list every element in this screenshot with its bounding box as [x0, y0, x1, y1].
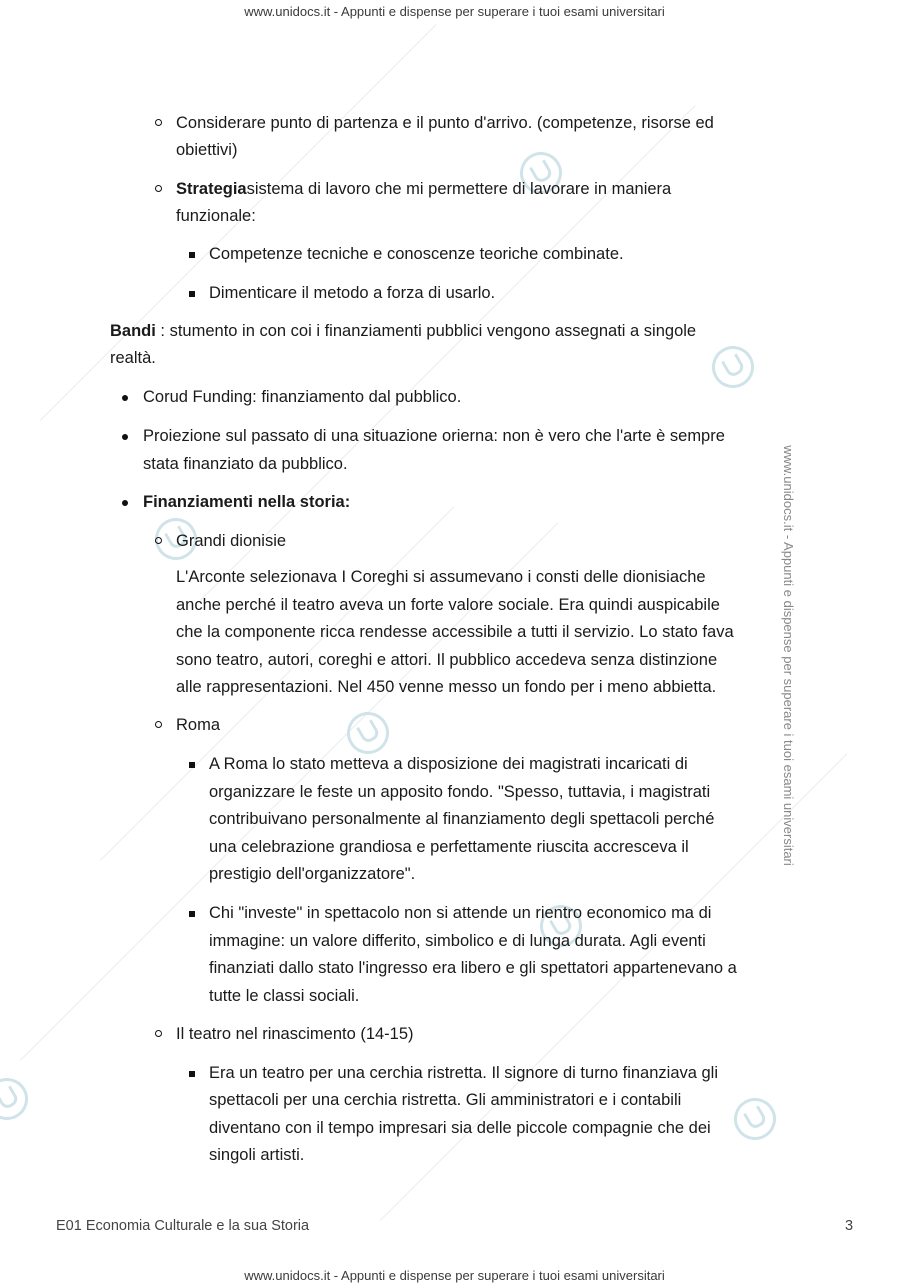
list-item: Grandi dionisie	[176, 532, 287, 550]
list-item: singoli artisti.	[209, 1146, 305, 1164]
bandi-text: : stumento in con coi i finanziamenti pubblici vengono assegnati a singole	[155, 322, 697, 340]
watermark-right: www.unidocs.it - Appunti e dispense per superare i tuoi esami universitari	[780, 445, 796, 866]
list-item: spettacoli per una cerchia ristretta. Gli amministratori e i contabili	[209, 1091, 682, 1109]
bullet-square	[189, 911, 195, 917]
bullet-square	[189, 291, 195, 297]
list-item: tutte le classi sociali.	[209, 987, 360, 1005]
bullet-circle	[155, 119, 162, 126]
strategia-label: Strategia	[176, 180, 247, 198]
list-item: Considerare punto di partenza e il punto d'arrivo. (competenze, risorse ed	[176, 114, 714, 132]
paragraph: L'Arconte selezionava I Coreghi si assumevano i consti delle dionisiache	[176, 568, 706, 586]
list-item: funzionale:	[176, 207, 256, 225]
bullet-circle	[155, 185, 162, 192]
list-item: Il teatro nel rinascimento (14-15)	[176, 1025, 414, 1043]
list-item: finanziati dallo stato l'ingresso era libero e gli spettatori appartenevano a	[209, 959, 737, 977]
page-number: 3	[845, 1218, 854, 1234]
bullet-dot	[122, 500, 128, 506]
list-item: Competenze tecniche e conoscenze teoriche combinate.	[209, 245, 624, 263]
footer-title: E01 Economia Culturale e la sua Storia	[56, 1218, 310, 1234]
list-item: Dimenticare il metodo a forza di usarlo.	[209, 284, 496, 302]
list-item: Proiezione sul passato di una situazione orierna: non è vero che l'arte è sempre	[143, 427, 725, 445]
strategia-text: sistema di lavoro che mi permettere di lavorare in maniera	[246, 180, 672, 198]
bullet-circle	[155, 537, 162, 544]
list-item: Roma	[176, 716, 221, 734]
list-item: immagine: un valore differito, simbolico e di lunga durata. Agli eventi	[209, 932, 706, 950]
paragraph: che la componente ricca rendesse accessibile a tutti il servizio. Lo stato fava	[176, 623, 734, 641]
paragraph: sono teatro, autori, coreghi e attori. Il pubblico accedeva senza distinzione	[176, 651, 718, 669]
list-item: prestigio dell'organizzatore".	[209, 865, 416, 883]
list-item: diventano con il tempo impresari sia delle piccole compagnie che dei	[209, 1119, 711, 1137]
bandi-label: Bandi	[110, 322, 156, 340]
paragraph	[110, 318, 696, 346]
bullet-circle	[155, 721, 162, 728]
list-item: organizzare le feste un apposito fondo. "Spesso, tuttavia, i magistrati	[209, 783, 711, 801]
paragraph: realtà.	[110, 349, 156, 367]
list-item: A Roma lo stato metteva a disposizione dei magistrati incaricati di	[209, 755, 688, 773]
list-item: Corud Funding: finanziamento dal pubblico.	[143, 388, 462, 406]
bullet-dot	[122, 434, 128, 440]
bullet-circle	[155, 1030, 162, 1037]
watermark-logo-icon	[704, 338, 761, 395]
paragraph: alle rappresentazioni. Nel 450 venne messo un fondo per i meno abbietta.	[176, 678, 717, 696]
paragraph: anche perché il teatro aveva un forte valore sociale. Era quindi auspicabile	[176, 596, 720, 614]
list-item: obiettivi)	[176, 141, 238, 159]
list-item: Era un teatro per una cerchia ristretta. Il signore di turno finanziava gli	[209, 1064, 719, 1082]
bullet-square	[189, 252, 195, 258]
list-item: stata finanziato da pubblico.	[143, 455, 348, 473]
watermark-logo-icon	[0, 1070, 36, 1127]
bullet-square	[189, 762, 195, 768]
bullet-dot	[122, 395, 128, 401]
watermark-footer: www.unidocs.it - Appunti e dispense per superare i tuoi esami universitari	[244, 1268, 665, 1283]
bullet-square	[189, 1071, 195, 1077]
watermark-header: www.unidocs.it - Appunti e dispense per superare i tuoi esami universitari	[244, 4, 665, 19]
list-item: una celebrazione grandiosa e perfettamente riuscita accresceva il	[209, 838, 689, 856]
list-item	[176, 176, 671, 204]
list-item: contribuivano personalmente al finanziamento degli spettacoli perché	[209, 810, 715, 828]
list-item: Finanziamenti nella storia:	[143, 493, 351, 511]
watermark-logo-icon	[726, 1090, 783, 1147]
list-item: Chi "investe" in spettacolo non si attende un rientro economico ma di	[209, 904, 712, 922]
